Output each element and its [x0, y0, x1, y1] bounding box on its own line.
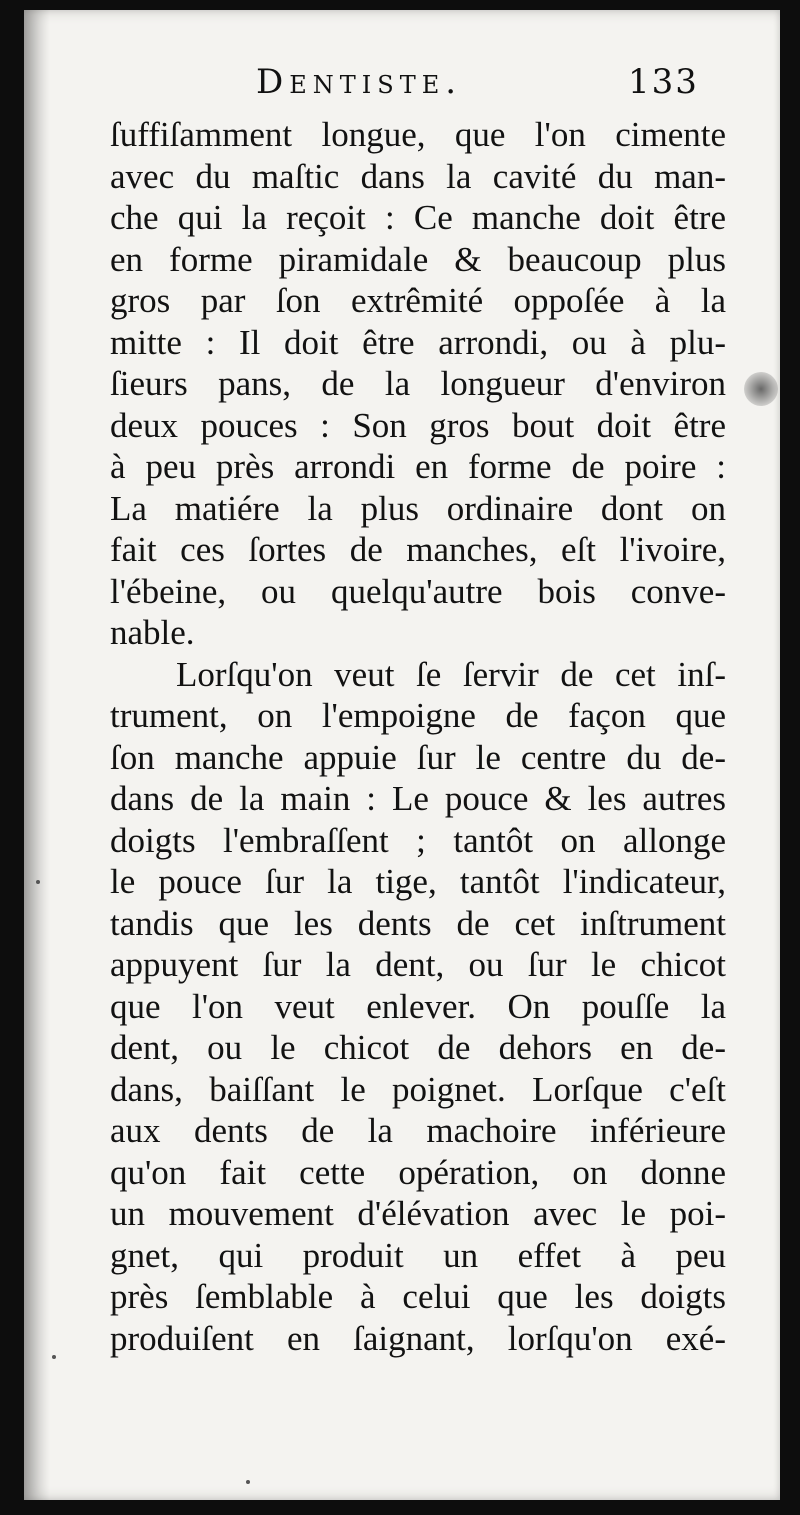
- body-text: [110, 114, 726, 1359]
- paper-speck: [246, 1480, 250, 1484]
- text-line: ſieurs pans, de la longueur d'environ: [110, 364, 726, 403]
- text-line: produiſent en ſaignant, lorſqu'on exé-: [110, 1318, 726, 1358]
- text-line: appuyent ſur la dent, ou ſur le chicot: [110, 945, 726, 984]
- text-line: gros par ſon extrêmité oppoſée à la: [110, 281, 726, 320]
- text-line: dent, ou le chicot de dehors en de-: [110, 1028, 726, 1067]
- text-line: que l'on veut enlever. On pouſſe la: [110, 986, 726, 1026]
- text-line: un mouvement d'élévation avec le poi-: [110, 1194, 726, 1233]
- text-line: en forme piramidale & beaucoup plus: [110, 239, 726, 279]
- paragraph-end-line: nable.: [110, 613, 195, 652]
- text-line: gnet, qui produit un effet à peu: [110, 1235, 726, 1275]
- text-line: deux pouces : Son gros bout doit être: [110, 405, 726, 445]
- page-header: [24, 62, 780, 110]
- text-line: le pouce ſur la tige, tantôt l'indicateur,: [110, 862, 726, 901]
- text-line: près ſemblable à celui que les doigts: [110, 1277, 726, 1316]
- text-line: ſon manche appuie ſur le centre du de-: [110, 737, 726, 777]
- running-head: Dentiste.: [256, 62, 463, 102]
- paragraph-start-line: Lorſqu'on veut ſe ſervir de cet inſ-: [176, 654, 726, 694]
- text-line: che qui la reçoit : Ce manche doit être: [110, 198, 726, 237]
- text-line: tandis que les dents de cet inſtrument: [110, 903, 726, 943]
- paper-speck: [36, 880, 40, 884]
- text-line: dans de la main : Le pouce & les autres: [110, 779, 726, 818]
- text-line: La matiére la plus ordinaire dont on: [110, 488, 726, 528]
- text-line: mitte : Il doit être arrondi, ou à plu-: [110, 322, 726, 362]
- text-line: l'ébeine, ou quelqu'autre bois conve-: [110, 571, 726, 611]
- paper-speck: [52, 1355, 56, 1359]
- text-line: fait ces ſortes de manches, eſt l'ivoire,: [110, 530, 726, 569]
- gutter-shadow: [24, 10, 50, 1500]
- text-line: aux dents de la machoire inférieure: [110, 1111, 726, 1150]
- text-line: trument, on l'empoigne de façon que: [110, 696, 726, 735]
- text-line: à peu près arrondi en forme de poire :: [110, 447, 726, 486]
- page-number: 133: [628, 62, 699, 102]
- text-line: avec du maſtic dans la cavité du man-: [110, 156, 726, 196]
- book-page: [24, 10, 780, 1500]
- text-line: dans, baiſſant le poignet. Lorſque c'eſt: [110, 1069, 726, 1109]
- text-line: doigts l'embraſſent ; tantôt on allonge: [110, 820, 726, 860]
- text-line: qu'on fait cette opération, on donne: [110, 1152, 726, 1192]
- text-line: ſuffiſamment longue, que l'on cimente: [110, 115, 726, 154]
- ink-blot: [744, 372, 778, 406]
